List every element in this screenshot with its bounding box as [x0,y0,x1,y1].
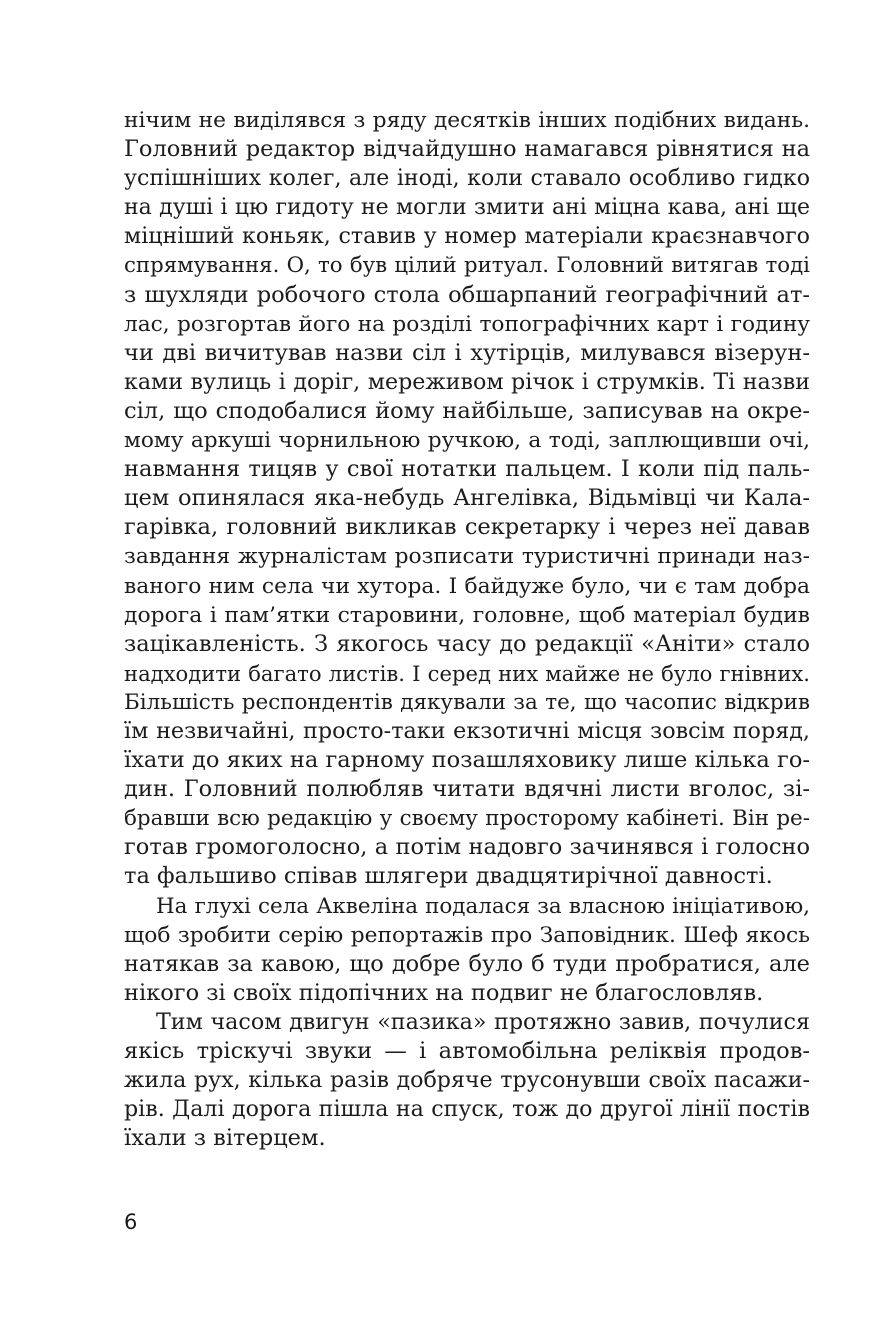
text-line: Головний редактор відчайдушно намагався рівнятися на [124,136,810,163]
text-line: щоб зробити серію репортажів про Заповідник. Шеф якось [124,922,810,948]
text-line: їм незвичайні, просто-таки екзотичні місця зовсім поряд, [124,717,810,744]
text-line: якісь тріскучі звуки — і автомобільна реліквія продов- [124,1038,810,1064]
text-line: з шухляди робочого стола обшарпаний географічний ат- [124,281,810,308]
text-line: бравши всю редакцію у своєму просторому кабінеті. Він ре- [124,806,810,832]
text-line: лас, розгортав його на розділі топографічних карт і годину [124,311,810,337]
text-line: гарівка, головний викликав секретарку і через неї давав [124,514,810,541]
paragraph [124,106,810,892]
text-line: рів. Далі дорога пішла на спуск, тож до другої лінії постів [124,1096,810,1123]
text-line: жила рух, кілька разів добряче трусонувши своїх пасажи- [124,1067,810,1094]
text-line: Тим часом двигун «пазика» протяжно завив, почулися [156,1008,810,1035]
text-line: нікого зі своїх підопічних на подвиг не благословляв. [124,979,764,1006]
body-text [124,106,810,1153]
text-line: їхали з вітерцем. [124,1125,326,1152]
text-line: цем опинялася яка-небудь Ангелівка, Відьмівці чи Кала- [124,485,810,512]
text-line: сіл, що сподобалися йому найбільше, записував на окре- [124,397,810,424]
text-line: На глухі села Аквеліна подалася за власною ініціативою, [156,893,810,919]
text-line: на душі і цю гидоту не могли змити ані міцна кава, ані ще [124,195,810,221]
text-line: ками вулиць і доріг, мереживом річок і струмків. Ті назви [124,368,810,395]
text-line: натякав за кавою, що добре було б туди пробратися, але [124,950,810,977]
text-line: їхати до яких на гарному позашляховику лише кілька го- [124,747,810,774]
text-line: дорога і пам’ятки старовини, головне, щоб матеріал будив [124,602,810,628]
paragraph [124,892,810,1008]
text-line: зацікавленість. З якогось часу до редакції «Аніти» стало [124,630,810,657]
page-number: 6 [124,1210,138,1234]
text-line: завдання журналістам розписати туристичні принади наз- [124,544,810,570]
paragraph [124,1008,810,1153]
text-line: навмання тицяв у свої нотатки пальцем. І коли під паль- [124,456,810,483]
text-line: мому аркуші чорнильною ручкою, а тоді, заплющивши очі, [124,428,810,454]
text-line: готав громоголосно, а потім надовго зачинявся і голосно [124,834,810,861]
text-line: та фальшиво співав шлягери двадцятирічної давності. [124,863,773,890]
text-line: дин. Головний полюбляв читати вдячні листи вголос, зі- [124,776,810,803]
text-line: чи дві вичитував назви сіл і хутірців, милувався візерун- [124,339,810,366]
text-line: міцніший коньяк, ставив у номер матеріали краєзнавчого [124,223,810,250]
text-line: нічим не виділявся з ряду десятків інших подібних видань. [124,108,810,133]
text-line: надходити багато листів. І серед них майже не було гнівних. [124,660,810,686]
text-line: ваного ним села чи хутора. І байдуже було, чи є там добра [124,573,810,599]
text-line: спрямування. О, то був цілий ритуал. Головний витягав тоді [124,253,810,279]
text-line: успішніших колег, але іноді, коли ставало особливо гидко [124,165,810,192]
text-line: Більшість респондентів дякували за те, що часопис відкрив [124,689,810,715]
